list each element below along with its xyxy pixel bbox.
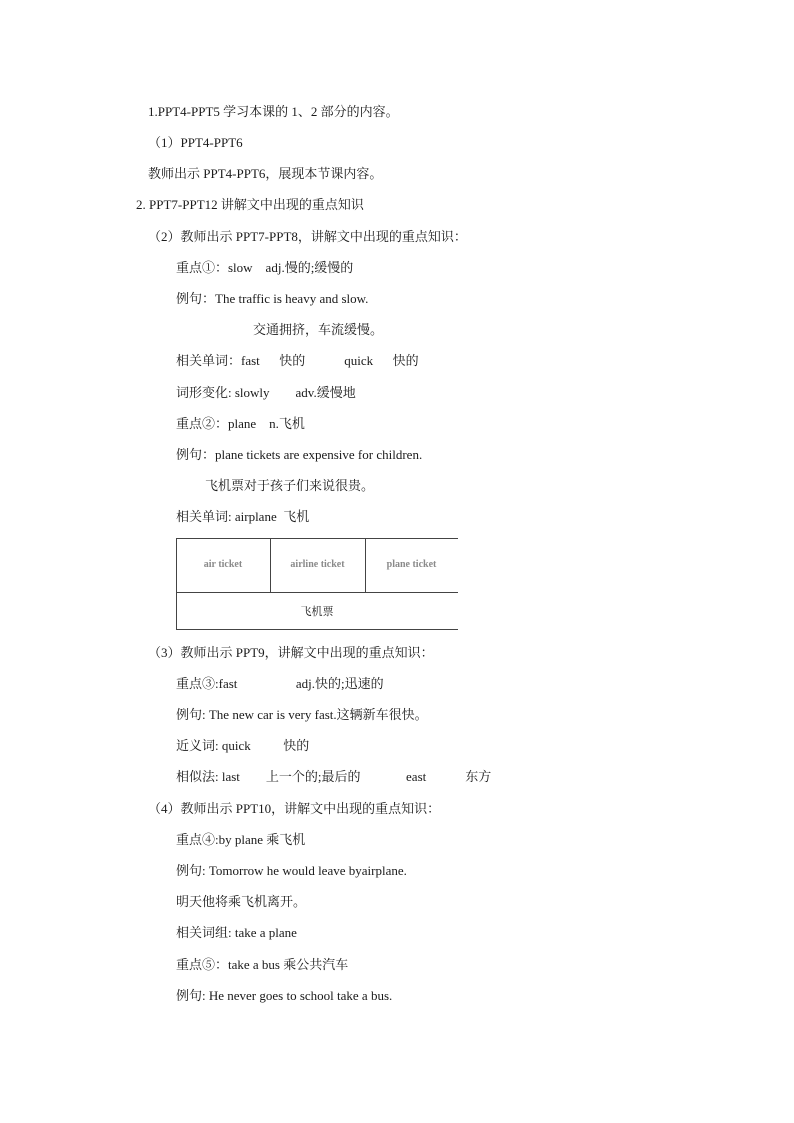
line-11: 重点②：plane n.飞机 bbox=[176, 416, 305, 431]
line-10: 词形变化: slowly adv.缓慢地 bbox=[176, 385, 356, 400]
line-21: 重点④:by plane 乘飞机 bbox=[176, 832, 306, 847]
line-18: 近义词: quick 快的 bbox=[176, 738, 310, 753]
line-2: （1）PPT4-PPT6 bbox=[148, 135, 243, 150]
line-25: 重点⑤：take a bus 乘公共汽车 bbox=[176, 957, 349, 972]
line-14: 相关单词: airplane 飞机 bbox=[176, 509, 310, 524]
line-3: 教师出示 PPT4-PPT6，展现本节课内容。 bbox=[148, 166, 383, 181]
ticket-table bbox=[176, 538, 458, 630]
line-8: 交通拥挤，车流缓慢。 bbox=[253, 322, 384, 337]
line-9: 相关单词：fast 快的 quick 快的 bbox=[176, 353, 419, 368]
line-22: 例句: Tomorrow he would leave byairplane. bbox=[176, 863, 407, 878]
table-header-cell: plane ticket bbox=[386, 559, 437, 570]
line-26: 例句: He never goes to school take a bus. bbox=[176, 988, 393, 1003]
line-4: 2. PPT7-PPT12 讲解文中出现的重点知识 bbox=[136, 197, 364, 212]
line-20: （4）教师出示 PPT10，讲解文中出现的重点知识： bbox=[148, 801, 441, 816]
line-17: 例句: The new car is very fast.这辆新车很快。 bbox=[176, 707, 428, 722]
line-23: 明天他将乘飞机离开。 bbox=[176, 894, 307, 909]
line-24: 相关词组: take a plane bbox=[176, 925, 297, 940]
line-19: 相似法: last 上一个的;最后的 east 东方 bbox=[176, 769, 492, 784]
line-16: 重点③:fast adj.快的;迅速的 bbox=[176, 676, 384, 691]
table-header-cell: airline ticket bbox=[290, 559, 345, 570]
line-12: 例句：plane tickets are expensive for children. bbox=[176, 447, 423, 462]
line-13: 飞机票对于孩子们来说很贵。 bbox=[205, 478, 375, 493]
table-header-cell: air ticket bbox=[203, 559, 243, 570]
table-translation-cell: 飞机票 bbox=[300, 606, 334, 618]
line-7: 例句：The traffic is heavy and slow. bbox=[176, 291, 369, 306]
line-5: （2）教师出示 PPT7-PPT8，讲解文中出现的重点知识： bbox=[148, 229, 467, 244]
line-1: 1.PPT4-PPT5 学习本课的 1、2 部分的内容。 bbox=[148, 104, 399, 119]
line-15: （3）教师出示 PPT9，讲解文中出现的重点知识： bbox=[148, 645, 434, 660]
line-6: 重点①：slow adj.慢的;缓慢的 bbox=[176, 260, 354, 275]
